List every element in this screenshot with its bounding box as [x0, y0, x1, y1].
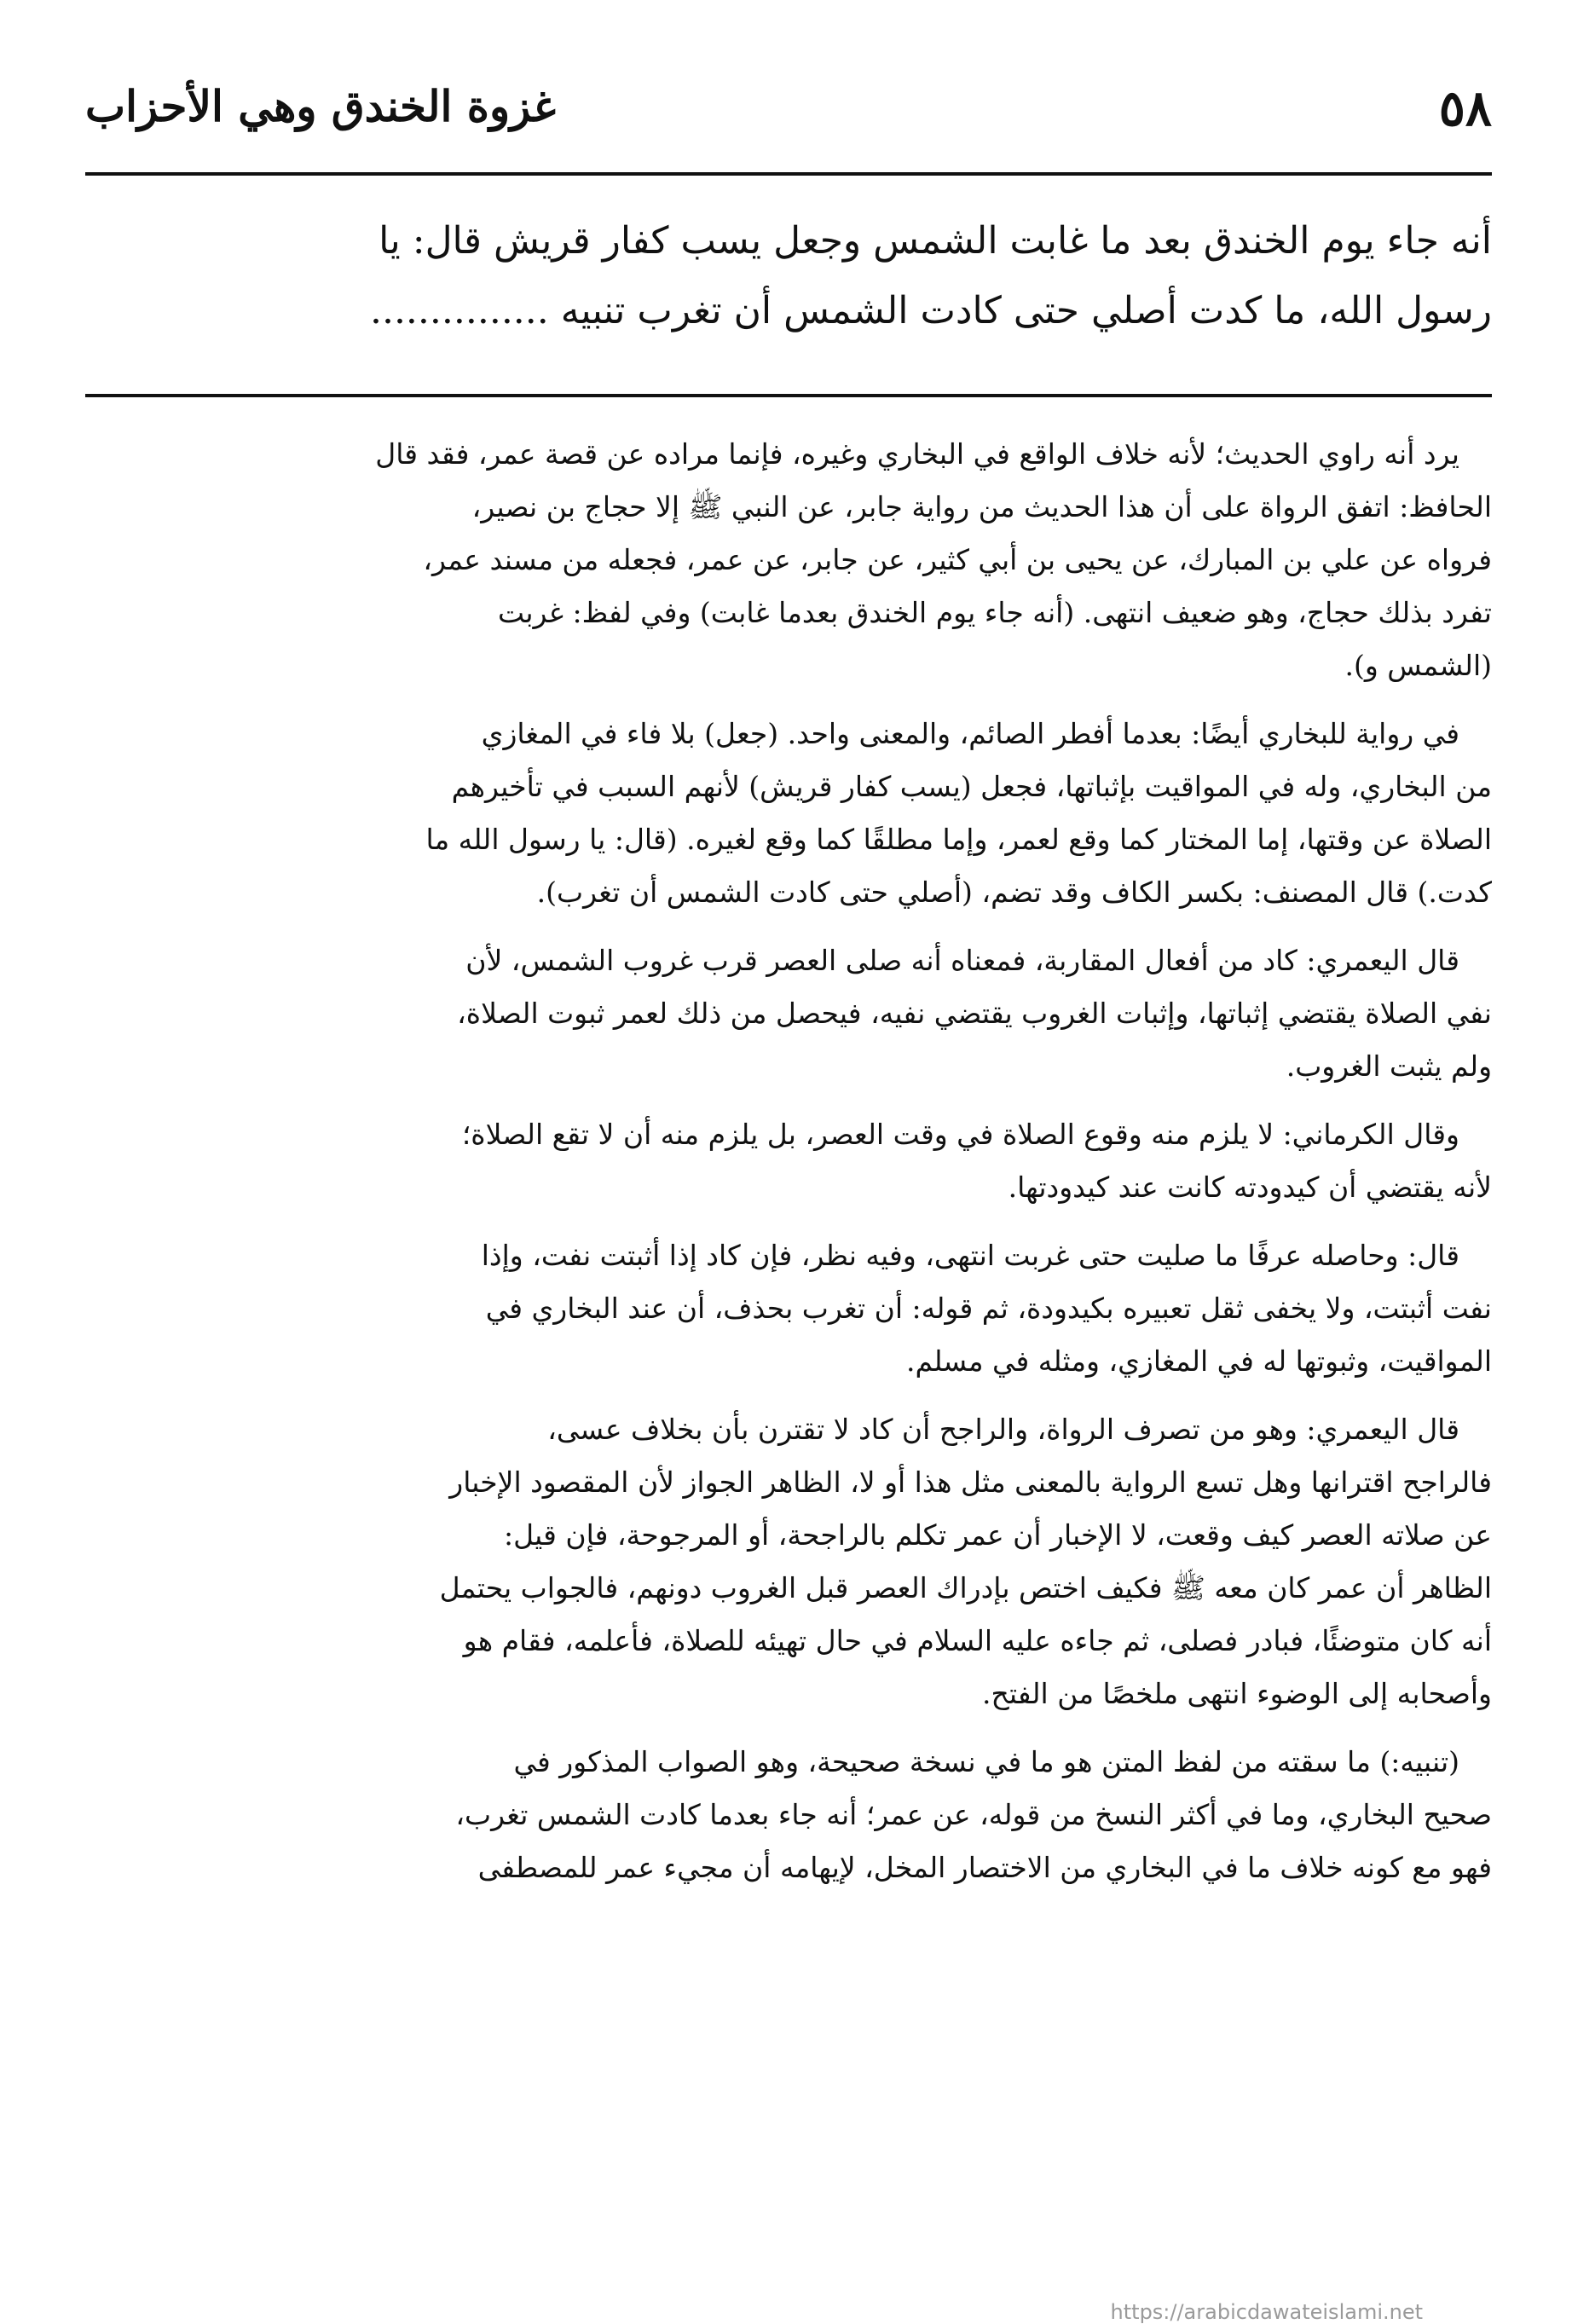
text-line: (تنبيه:) ما سقته من لفظ المتن هو ما في نسخة صحيحة، وهو الصواب المذكور في: [513, 1745, 1459, 1778]
text-line: فالراجح اقترانها وهل تسع الرواية بالمعنى مثل هذا أو لا، الظاهر الجواز لأن المقصود الإخبار: [449, 1466, 1492, 1499]
text-line: لأنه يقتضي أن كيدودته كانت عند كيدودتها.: [1008, 1171, 1492, 1204]
text-line: الظاهر أن عمر كان معه ﷺ فكيف اختص بإدراك العصر قبل الغروب دونهم، فالجواب يحتمل: [439, 1571, 1492, 1604]
text-line: المواقيت، وثبوتها له في المغازي، ومثله في مسلم.: [906, 1344, 1492, 1378]
header-rule: [85, 172, 1492, 176]
text-line: وأصحابه إلى الوضوء انتهى ملخصًا من الفتح.: [982, 1677, 1492, 1710]
text-line: (الشمس و).: [1344, 649, 1492, 682]
section-rule: [85, 394, 1492, 397]
commentary-paragraph: [94, 428, 1492, 692]
text-line: أنه كان متوضئًا، فبادر فصلى، ثم جاءه عليه السلام في حال تهيئه للصلاة، فأعلمه، فقام هو: [463, 1624, 1492, 1657]
text-line: فرواه عن علي بن المبارك، عن يحيى بن أبي كثير، عن جابر، عن عمر، فجعله من مسند عمر،: [423, 543, 1492, 576]
text-line: نفت أثبتت، ولا يخفى ثقل تعبيره بكيدودة، ثم قوله: أن تغرب بحذف، أن عند البخاري في: [485, 1292, 1492, 1325]
watermark-url: https://arabicdawateislami.net: [1110, 2300, 1423, 2324]
text-line: صحيح البخاري، وما في أكثر النسخ من قوله، عن عمر؛ أنه جاء بعدما كادت الشمس تغرب،: [455, 1798, 1492, 1831]
matn-quote: [85, 206, 1492, 346]
commentary-paragraph: [94, 1229, 1492, 1388]
page-header: [85, 78, 1492, 160]
commentary-paragraph: [94, 708, 1492, 919]
text-line: تفرد بذلك حجاج، وهو ضعيف انتهى. (أنه جاء يوم الخندق بعدما غابت) وفي لفظ: غربت: [497, 596, 1492, 629]
text-line: عن صلاته العصر كيف وقعت، لا الإخبار أن عمر تكلم بالراجحة، أو المرجوحة، فإن قيل:: [504, 1518, 1492, 1552]
text-line: قال اليعمري: وهو من تصرف الرواة، والراجح أن كاد لا تقترن بأن بخلاف عسى،: [547, 1413, 1459, 1446]
commentary: [94, 428, 1492, 1910]
text-line: نفي الصلاة يقتضي إثباتها، وإثبات الغروب يقتضي نفيه، فيحصل من ذلك لعمر ثبوت الصلاة،: [457, 997, 1492, 1030]
text-line: الصلاة عن وقتها، إما المختار كما وقع لعمر، وإما مطلقًا كما وقع لغيره. (قال: يا رسول الله ما: [425, 823, 1492, 856]
text-line: من البخاري، وله في المواقيت بإثباتها، فجعل (يسب كفار قريش) لأنهم السبب في تأخيرهم: [451, 770, 1492, 803]
text-line: يرد أنه راوي الحديث؛ لأنه خلاف الواقع في البخاري وغيره، فإنما مراده عن قصة عمر، فقد قال: [375, 437, 1459, 471]
text-line: قال اليعمري: كاد من أفعال المقاربة، فمعناه أنه صلى العصر قرب غروب الشمس، لأن: [465, 944, 1459, 977]
page-number: ٥٨: [1438, 79, 1492, 137]
text-line: قال: وحاصله عرفًا ما صليت حتى غربت انتهى، وفيه نظر، فإن كاد إذا أثبتت نفت، وإذا: [481, 1239, 1459, 1272]
text-line: فهو مع كونه خلاف ما في البخاري من الاختصار المخل، لإيهامه أن مجيء عمر للمصطفى: [477, 1851, 1492, 1884]
text-line: في رواية للبخاري أيضًا: بعدما أفطر الصائم، والمعنى واحد. (جعل) بلا فاء في المغازي: [481, 717, 1459, 750]
text-line: ولم يثبت الغروب.: [1286, 1049, 1492, 1083]
commentary-paragraph: [94, 1108, 1492, 1214]
commentary-paragraph: [94, 1736, 1492, 1894]
quote-line: رسول الله، ما كدت أصلي حتى كادت الشمس أن تغرب تنبيه ...............: [369, 289, 1492, 332]
quote-line: أنه جاء يوم الخندق بعد ما غابت الشمس وجعل يسب كفار قريش قال: يا: [379, 219, 1492, 263]
commentary-paragraph: [94, 934, 1492, 1093]
commentary-paragraph: [94, 1403, 1492, 1720]
text-line: كدت.) قال المصنف: بكسر الكاف وقد تضم، (أصلي حتى كادت الشمس أن تغرب).: [536, 876, 1492, 909]
text-line: وقال الكرماني: لا يلزم منه وقوع الصلاة في وقت العصر، بل يلزم منه أن لا تقع الصلاة؛: [461, 1118, 1459, 1151]
running-title: غزوة الخندق وهي الأحزاب: [85, 81, 556, 131]
text-line: الحافظ: اتفق الرواة على أن هذا الحديث من رواية جابر، عن النبي ﷺ إلا حجاج بن نصير،: [471, 490, 1492, 523]
